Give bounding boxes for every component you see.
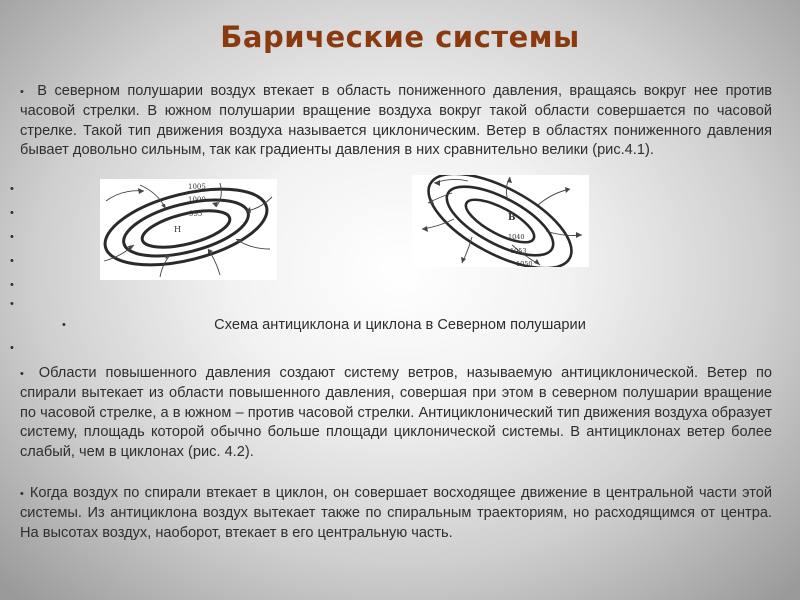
cyclone-diagram: [100, 179, 277, 280]
isobar-label: 1000: [188, 196, 206, 204]
empty-bullet: •: [10, 183, 14, 195]
paragraph-cyclone-text: В северном полушарии воздух втекает в область пониженного давления, вращаясь вокруг нее против часовой стрелки. В южном полушарии вращение воздуха вокруг такой области совершается по часовой стрелке. Такой тип движения воздуха называется циклоническим. Ветер в областях пониженного давления бывает довольно сильным, так как градиенты давления в них сравнительно велики (рис.4.1).: [20, 83, 772, 159]
empty-bullet: •: [10, 255, 14, 267]
isobar-label: 995: [189, 210, 203, 218]
paragraph-vertical-motion: [20, 484, 772, 543]
empty-bullet: •: [10, 342, 14, 354]
paragraph-anticyclone-text: Области повышенного давления создают систему ветров, называемую антициклонической. Ветер по спирали вытекает из области повышенного давления, совершая при этом в северном полушарии вращение по часовой стрелке, а в южном – против часовой стрелки. Антициклонический тип движения воздуха образует систему, площадь которой обычно больше площади циклонической системы. В антициклонах ветер более слабый, чем в циклонах (рис. 4.2).: [20, 365, 772, 460]
anticyclone-diagram: [412, 175, 589, 267]
empty-bullet: •: [10, 279, 14, 291]
high-pressure-center-label: В: [508, 213, 516, 223]
bullet: •: [20, 488, 24, 500]
isobar-label: 1040: [508, 233, 525, 241]
figure-caption-text: Схема антициклона и циклона в Северном полушарии: [214, 317, 586, 333]
bullet: •: [62, 319, 66, 331]
isobar-label: 1050: [516, 260, 533, 267]
cyclone-diagram-svg: [100, 179, 277, 280]
bullet: •: [20, 368, 24, 380]
empty-bullet: •: [10, 231, 14, 243]
paragraph-anticyclone: [20, 364, 772, 462]
empty-bullet: •: [10, 298, 14, 310]
paragraph-cyclone: [20, 82, 772, 161]
low-pressure-center-label: Н: [174, 225, 181, 234]
slide-title: Барические системы: [220, 20, 580, 54]
figure-caption: [0, 317, 800, 333]
paragraph-vertical-motion-text: Когда воздух по спирали втекает в циклон, он совершает восходящее движение в центральной части этой системы. Из антициклона воздух вытекает также по спиральным траекториям, но расходящимся от центра. На высотах воздух, наоборот, втекает в его центральную часть.: [20, 485, 772, 541]
empty-bullet: •: [10, 207, 14, 219]
isobar-label: 1053: [510, 247, 527, 255]
isobar-label: 1005: [188, 183, 206, 191]
bullet: •: [20, 86, 24, 98]
anticyclone-diagram-svg: [412, 175, 589, 267]
